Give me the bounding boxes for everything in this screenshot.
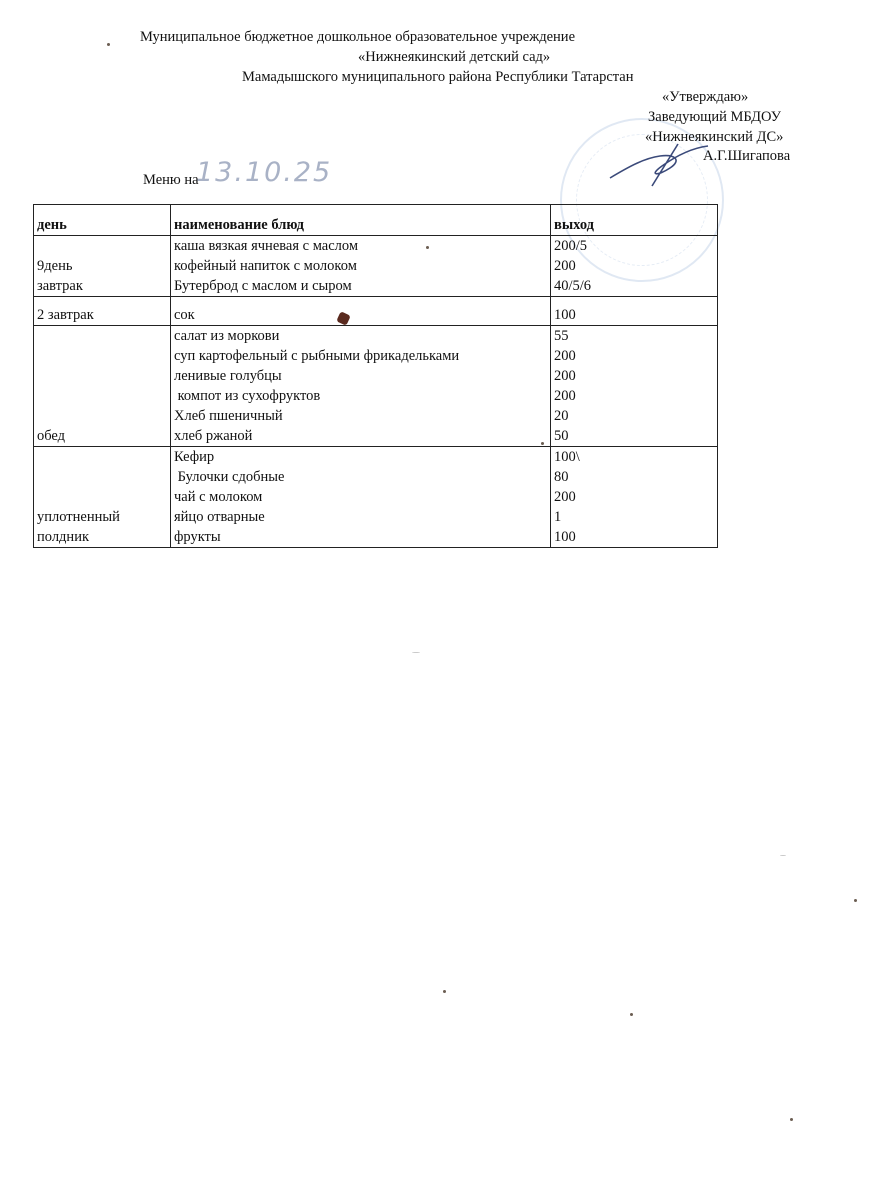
yield-value: 200 bbox=[554, 489, 576, 505]
meal-cell bbox=[34, 297, 171, 326]
yield-value: 1 bbox=[554, 509, 562, 525]
meal-label: 2 завтрак bbox=[37, 307, 94, 323]
dish-name: кофейный напиток с молоком bbox=[174, 258, 357, 274]
dish-cell bbox=[171, 236, 551, 297]
dish-name: сок bbox=[174, 307, 195, 323]
dish-name: Хлеб пшеничный bbox=[174, 408, 283, 424]
meal-cell bbox=[34, 326, 171, 447]
table-row bbox=[34, 326, 718, 447]
meal-cell bbox=[34, 236, 171, 297]
yield-value: 200/5 bbox=[554, 238, 588, 254]
yield-value: 55 bbox=[554, 328, 569, 344]
table-header-row bbox=[34, 205, 718, 236]
dish-name: Кефир bbox=[174, 449, 215, 465]
yield-cell bbox=[551, 447, 718, 548]
dish-name: салат из моркови bbox=[174, 328, 280, 344]
yield-value: 80 bbox=[554, 469, 569, 485]
dish-name: хлеб ржаной bbox=[174, 428, 253, 444]
header-day: день bbox=[34, 205, 171, 236]
dish-name: суп картофельный с рыбными фрикадельками bbox=[174, 348, 460, 364]
yield-value: 100 bbox=[554, 529, 576, 545]
yield-cell bbox=[551, 236, 718, 297]
dish-name: компот из сухофруктов bbox=[174, 388, 321, 404]
approval-position: Заведующий МБДОУ bbox=[648, 109, 781, 125]
dish-name: Бутерброд с маслом и сыром bbox=[174, 278, 352, 294]
yield-cell bbox=[551, 297, 718, 326]
table-row bbox=[34, 236, 718, 297]
meal-cell bbox=[34, 447, 171, 548]
meal-label: завтрак bbox=[37, 278, 83, 294]
approval-title: «Утверждаю» bbox=[662, 89, 749, 105]
scan-speck bbox=[412, 652, 420, 653]
meal-label: обед bbox=[37, 428, 66, 444]
menu-table bbox=[33, 204, 718, 548]
meal-label: полдник bbox=[37, 529, 89, 545]
yield-cell bbox=[551, 326, 718, 447]
yield-value: 200 bbox=[554, 368, 576, 384]
scan-speck bbox=[541, 442, 544, 445]
dish-name: Булочки сдобные bbox=[174, 469, 285, 485]
organization-name-line3: Мамадышского муниципального района Республики Татарстан bbox=[242, 69, 634, 85]
scan-speck bbox=[854, 899, 857, 902]
scan-speck bbox=[630, 1013, 633, 1016]
meal-label: 9день bbox=[37, 258, 73, 274]
dish-name: каша вязкая ячневая с маслом bbox=[174, 238, 359, 254]
organization-name-line1: Муниципальное бюджетное дошкольное образовательное учреждение bbox=[140, 29, 575, 45]
menu-date-handwritten: 13.10.25 bbox=[196, 157, 333, 188]
menu-date-label: Меню на bbox=[143, 172, 199, 188]
approval-name: А.Г.Шигапова bbox=[703, 148, 791, 164]
table-row bbox=[34, 297, 718, 326]
scan-speck bbox=[107, 43, 110, 46]
header-dish: наименование блюд bbox=[171, 205, 551, 236]
yield-value: 100\ bbox=[554, 449, 580, 465]
yield-value: 100 bbox=[554, 307, 576, 323]
scan-speck bbox=[790, 1118, 793, 1121]
dish-cell bbox=[171, 326, 551, 447]
header-yield: выход bbox=[551, 205, 718, 236]
scan-speck bbox=[443, 990, 446, 993]
yield-value: 40/5/6 bbox=[554, 278, 592, 294]
meal-label: уплотненный bbox=[37, 509, 120, 525]
scan-speck bbox=[426, 246, 429, 249]
dish-name: фрукты bbox=[174, 529, 221, 545]
dish-cell bbox=[171, 447, 551, 548]
scan-speck bbox=[780, 855, 786, 856]
organization-name-line2: «Нижнеякинский детский сад» bbox=[358, 49, 551, 65]
dish-cell bbox=[171, 297, 551, 326]
dish-name: ленивые голубцы bbox=[174, 368, 282, 384]
yield-value: 50 bbox=[554, 428, 569, 444]
table-row bbox=[34, 447, 718, 548]
yield-value: 200 bbox=[554, 348, 576, 364]
yield-value: 20 bbox=[554, 408, 569, 424]
dish-name: яйцо отварные bbox=[174, 509, 265, 525]
yield-value: 200 bbox=[554, 388, 576, 404]
dish-name: чай с молоком bbox=[174, 489, 263, 505]
yield-value: 200 bbox=[554, 258, 576, 274]
approval-organization: «Нижнеякинский ДС» bbox=[645, 129, 784, 145]
